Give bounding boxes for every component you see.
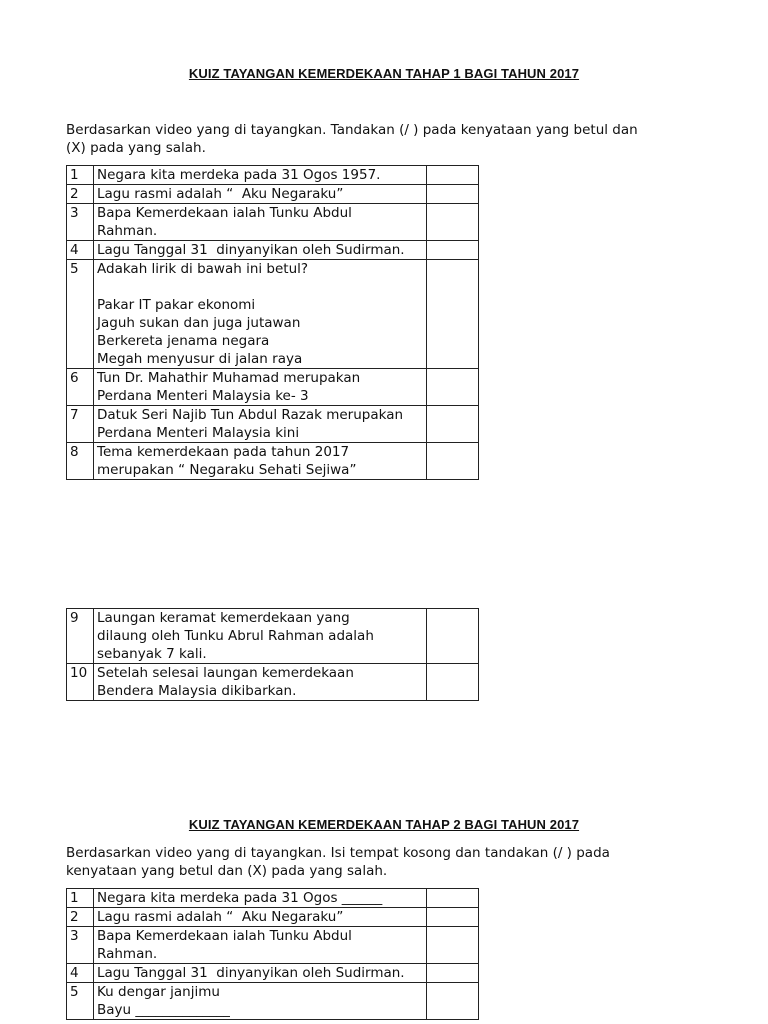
question-statement [94, 369, 427, 406]
statement-line: dilaung oleh Tunku Abrul Rahman adalah [97, 628, 374, 644]
quiz-question-row [67, 185, 479, 204]
answer-box[interactable] [427, 166, 479, 185]
instruction-line: Berdasarkan video yang di tayangkan. Isi tempat kosong dan tandakan (/ ) pada [66, 845, 610, 861]
quiz-question-row [67, 908, 479, 927]
question-statement [94, 908, 427, 927]
answer-box[interactable] [427, 260, 479, 369]
quiz-question-row [67, 406, 479, 443]
statement-line: Pakar IT pakar ekonomi [97, 297, 256, 313]
answer-box[interactable] [427, 664, 479, 701]
question-number: 2 [67, 908, 94, 927]
question-number: 3 [67, 204, 94, 241]
answer-box[interactable] [427, 241, 479, 260]
question-statement [94, 185, 427, 204]
question-number: 4 [67, 241, 94, 260]
statement-line: Datuk Seri Najib Tun Abdul Razak merupakan [97, 407, 404, 423]
question-statement [94, 443, 427, 480]
statement-line: Negara kita merdeka pada 31 Ogos 1957. [97, 167, 381, 183]
statement-line: Lagu rasmi adalah “ Aku Negaraku” [97, 186, 344, 202]
quiz-question-row [67, 260, 479, 369]
question-statement [94, 609, 427, 664]
answer-box[interactable] [427, 908, 479, 927]
quiz-question-row [67, 964, 479, 983]
quiz-question-row [67, 609, 479, 664]
answer-box[interactable] [427, 889, 479, 908]
statement-line: Bapa Kemerdekaan ialah Tunku Abdul [97, 205, 352, 221]
statement-line: Berkereta jenama negara [97, 333, 270, 349]
quiz-question-row [67, 983, 479, 1020]
question-number: 1 [67, 166, 94, 185]
question-statement [94, 260, 427, 369]
question-number: 4 [67, 964, 94, 983]
statement-line: Rahman. [97, 946, 158, 962]
statement-line: Ku dengar janjimu [97, 984, 220, 1000]
statement-line: Jaguh sukan dan juga jutawan [97, 315, 301, 331]
question-number: 10 [67, 664, 94, 701]
answer-box[interactable] [427, 204, 479, 241]
statement-line: Setelah selesai laungan kemerdekaan [97, 665, 354, 681]
question-number: 7 [67, 406, 94, 443]
statement-line: Negara kita merdeka pada 31 Ogos ______ [97, 890, 383, 906]
answer-box[interactable] [427, 369, 479, 406]
quiz-question-row [67, 166, 479, 185]
statement-line: Tun Dr. Mahathir Muhamad merupakan [97, 370, 361, 386]
question-statement [94, 664, 427, 701]
statement-line: sebanyak 7 kali. [97, 646, 207, 662]
instruction-line: Berdasarkan video yang di tayangkan. Tandakan (/ ) pada kenyataan yang betul dan [66, 122, 638, 138]
answer-box[interactable] [427, 406, 479, 443]
statement-line: Perdana Menteri Malaysia kini [97, 425, 300, 441]
statement-line: Bendera Malaysia dikibarkan. [97, 683, 297, 699]
statement-line: Adakah lirik di bawah ini betul? [97, 261, 309, 277]
answer-box[interactable] [427, 443, 479, 480]
answer-box[interactable] [427, 927, 479, 964]
statement-line: Laungan keramat kemerdekaan yang [97, 610, 350, 626]
question-number: 6 [67, 369, 94, 406]
question-number: 1 [67, 889, 94, 908]
answer-box[interactable] [427, 185, 479, 204]
quiz-question-row [67, 927, 479, 964]
quiz-table-tahap-1-part-1 [66, 165, 479, 480]
statement-line: Lagu Tanggal 31 dinyanyikan oleh Sudirman. [97, 242, 405, 258]
question-statement [94, 241, 427, 260]
question-number: 2 [67, 185, 94, 204]
question-statement [94, 166, 427, 185]
question-statement [94, 406, 427, 443]
statement-line: Bayu ______________ [97, 1002, 230, 1018]
quiz-table-tahap-2 [66, 888, 479, 1020]
quiz-question-row [67, 443, 479, 480]
statement-line: Megah menyusur di jalan raya [97, 351, 303, 367]
instruction-line: (X) pada yang salah. [66, 140, 206, 156]
quiz-question-row [67, 664, 479, 701]
question-statement [94, 204, 427, 241]
statement-line: Perdana Menteri Malaysia ke- 3 [97, 388, 309, 404]
instructions-tahap-2 [66, 844, 706, 880]
quiz-title-tahap-1: KUIZ TAYANGAN KEMERDEKAAN TAHAP 1 BAGI TAHUN 2017 [188, 66, 580, 81]
statement-line: merupakan “ Negaraku Sehati Sejiwa” [97, 462, 357, 478]
instructions-tahap-1 [66, 121, 706, 157]
question-statement [94, 927, 427, 964]
question-number: 3 [67, 927, 94, 964]
answer-box[interactable] [427, 964, 479, 983]
quiz-question-row [67, 369, 479, 406]
answer-box[interactable] [427, 983, 479, 1020]
statement-line: Lagu Tanggal 31 dinyanyikan oleh Sudirman. [97, 965, 405, 981]
instruction-line: kenyataan yang betul dan (X) pada yang salah. [66, 863, 388, 879]
statement-spacer [97, 278, 423, 296]
question-statement [94, 964, 427, 983]
quiz-title-tahap-2: KUIZ TAYANGAN KEMERDEKAAN TAHAP 2 BAGI TAHUN 2017 [188, 817, 580, 832]
answer-box[interactable] [427, 609, 479, 664]
statement-line: Bapa Kemerdekaan ialah Tunku Abdul [97, 928, 352, 944]
question-number: 5 [67, 983, 94, 1020]
quiz-question-row [67, 241, 479, 260]
question-statement [94, 889, 427, 908]
statement-line: Lagu rasmi adalah “ Aku Negaraku” [97, 909, 344, 925]
quiz-question-row [67, 204, 479, 241]
question-number: 5 [67, 260, 94, 369]
question-number: 8 [67, 443, 94, 480]
statement-line: Rahman. [97, 223, 158, 239]
statement-line: Tema kemerdekaan pada tahun 2017 [97, 444, 350, 460]
question-statement [94, 983, 427, 1020]
quiz-question-row [67, 889, 479, 908]
question-number: 9 [67, 609, 94, 664]
quiz-table-tahap-1-part-2 [66, 608, 479, 701]
